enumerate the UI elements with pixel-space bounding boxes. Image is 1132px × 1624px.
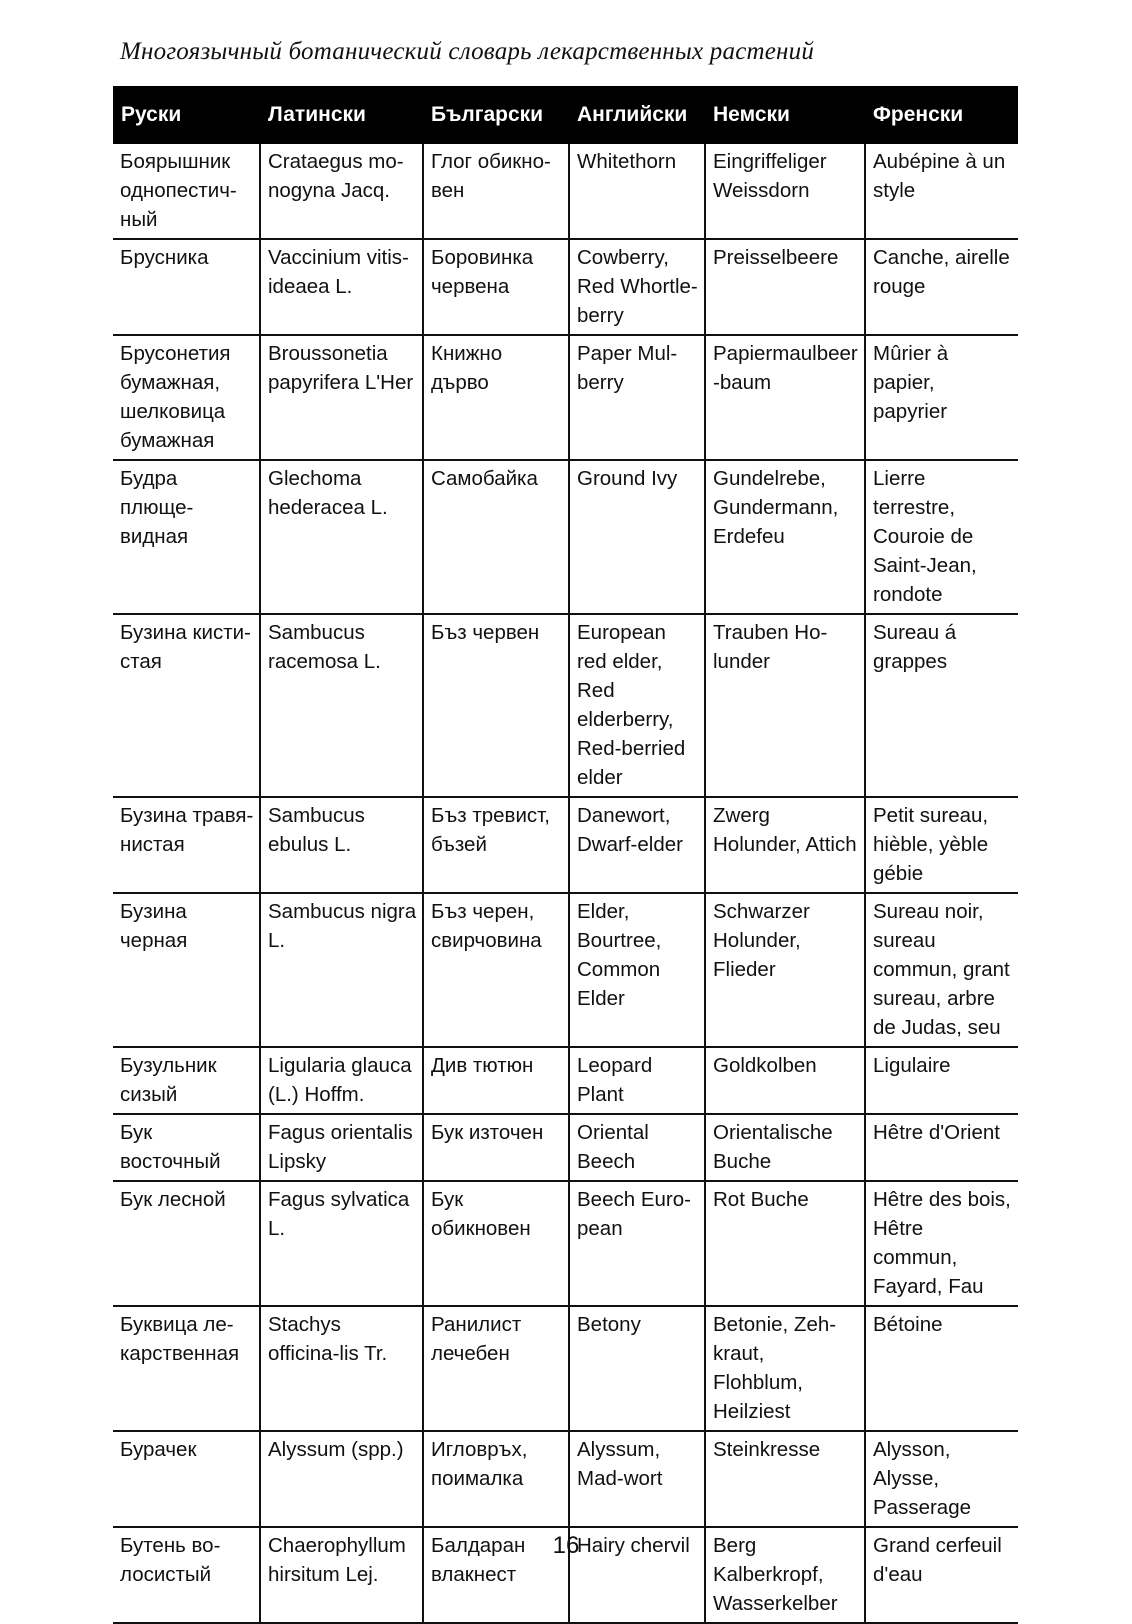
cell-latin: Sambucus nigra L. <box>260 893 423 1047</box>
cell-russian: Бутень во-лосистый <box>120 1534 221 1586</box>
cell-german: Trauben Ho-lunder <box>705 614 865 797</box>
cell-latin: Broussonetia papyrifera L'Her <box>260 335 423 460</box>
cell-russian: Будра плюще-видная <box>120 467 194 548</box>
cell-english: European red elder, Red elderberry, Red-berried elder <box>569 614 705 797</box>
cell-latin: Crataegus mo-nogyna Jacq. <box>260 144 423 239</box>
table-row <box>113 1114 1018 1181</box>
table-row <box>113 1181 1018 1306</box>
cell-german: Eingriffeliger Weissdorn <box>705 144 865 239</box>
cell-latin: Fagus sylvatica L. <box>260 1181 423 1306</box>
table-row <box>113 1431 1018 1527</box>
cell-german: Orientalische Buche <box>705 1114 865 1181</box>
cell-bulgarian: Бук обикновен <box>423 1181 569 1306</box>
cell-french: Hêtre des bois, Hêtre commun, Fayard, Fau <box>865 1181 1018 1306</box>
page-number: 16 <box>552 1532 580 1559</box>
cell-french: Lierre terrestre, Couroie de Saint-Jean, rondote <box>865 460 1018 614</box>
cell-russian: Бузина травя-нистая <box>120 804 254 856</box>
column-header-bulgarian: Български <box>423 86 569 144</box>
cell-french: Aubépine à un style <box>865 144 1018 239</box>
cell-russian: Брусонетия бумажная, шелковица бумажная <box>120 342 231 452</box>
cell-russian: Бузина кисти-стая <box>120 621 251 673</box>
cell-german: Goldkolben <box>705 1047 865 1114</box>
cell-latin: Fagus orientalis Lipsky <box>260 1114 423 1181</box>
column-header-french: Френски <box>865 86 1018 144</box>
cell-english: Beech Euro-pean <box>569 1181 705 1306</box>
cell-russian: Бук восточный <box>120 1121 221 1173</box>
cell-german: Gundelrebe, Gundermann, Erdefeu <box>705 460 865 614</box>
cell-german: Papiermaulbeer-baum <box>705 335 865 460</box>
cell-latin: Sambucus ebulus L. <box>260 797 423 893</box>
cell-french: Bétoine <box>865 1306 1018 1431</box>
cell-bulgarian: Бъз червен <box>423 614 569 797</box>
cell-english: Alyssum, Mad-wort <box>569 1431 705 1527</box>
cell-english: Hairy chervil <box>569 1527 705 1623</box>
cell-russian: Буквица ле-карственная <box>120 1313 240 1365</box>
cell-german: Zwerg Holunder, Attich <box>705 797 865 893</box>
cell-french: Sureau noir, sureau commun, grant sureau, arbre de Judas, seu <box>865 893 1018 1047</box>
cell-french: Petit sureau, hièble, yèble gébie <box>865 797 1018 893</box>
cell-french: Sureau á grappes <box>865 614 1018 797</box>
cell-russian: Бузина черная <box>120 900 188 952</box>
table-body <box>113 144 1018 1623</box>
dictionary-table-container <box>113 86 1018 1624</box>
cell-bulgarian: Боровинка червена <box>423 239 569 335</box>
table-row <box>113 460 1018 614</box>
cell-latin: Vaccinium vitis-ideaea L. <box>260 239 423 335</box>
table-row <box>113 797 1018 893</box>
cell-bulgarian: Ранилист лечебен <box>423 1306 569 1431</box>
cell-english: Whitethorn <box>569 144 705 239</box>
cell-bulgarian: Игловръх, поималка <box>423 1431 569 1527</box>
cell-german: Betonie, Zeh-kraut, Flohblum, Heilziest <box>705 1306 865 1431</box>
cell-latin: Glechoma hederacea L. <box>260 460 423 614</box>
cell-german: Berg Kalberkropf, Wasserkelber <box>705 1527 865 1623</box>
cell-bulgarian: Див тютюн <box>423 1047 569 1114</box>
cell-bulgarian: Самобайка <box>423 460 569 614</box>
cell-russian: Бузульник сизый <box>120 1054 217 1106</box>
cell-english: Danewort, Dwarf-elder <box>569 797 705 893</box>
cell-english: Leopard Plant <box>569 1047 705 1114</box>
table-row <box>113 335 1018 460</box>
cell-french: Mûrier à papier, papyrier <box>865 335 1018 460</box>
cell-english: Paper Mul-berry <box>569 335 705 460</box>
table-row <box>113 1306 1018 1431</box>
cell-french: Hêtre d'Orient <box>865 1114 1018 1181</box>
table-row <box>113 893 1018 1047</box>
cell-german: Rot Buche <box>705 1181 865 1306</box>
cell-bulgarian: Балдаран влакнест <box>423 1527 569 1623</box>
cell-latin: Sambucus racemosa L. <box>260 614 423 797</box>
cell-english: Elder, Bourtree, Common Elder <box>569 893 705 1047</box>
header-row <box>113 86 1018 144</box>
column-header-german: Немски <box>705 86 865 144</box>
cell-english: Cowberry, Red Whortle-berry <box>569 239 705 335</box>
cell-english: Ground Ivy <box>569 460 705 614</box>
cell-russian: Боярышник однопестич-ный <box>120 150 237 231</box>
table-row <box>113 144 1018 239</box>
cell-russian: Бук лесной <box>120 1188 226 1211</box>
cell-russian: Бурачек <box>120 1438 197 1461</box>
cell-french: Canche, airelle rouge <box>865 239 1018 335</box>
table-row <box>113 1047 1018 1114</box>
cell-french: Grand cerfeuil d'eau <box>865 1527 1018 1623</box>
table-header <box>113 86 1018 144</box>
page-header-title: Многоязычный ботанический словарь лекарственных растений <box>120 38 815 65</box>
column-header-russian: Руски <box>113 86 260 144</box>
cell-latin: Alyssum (spp.) <box>260 1431 423 1527</box>
table-row <box>113 239 1018 335</box>
cell-bulgarian: Бук източен <box>423 1114 569 1181</box>
dictionary-table <box>113 86 1018 1624</box>
cell-french: Alysson, Alysse, Passerage <box>865 1431 1018 1527</box>
cell-bulgarian: Бъз тревист, бъзей <box>423 797 569 893</box>
column-header-english: Английски <box>569 86 705 144</box>
cell-latin: Chaerophyllum hirsitum Lej. <box>260 1527 423 1623</box>
cell-latin: Ligularia glauca (L.) Hoffm. <box>260 1047 423 1114</box>
cell-german: Preisselbeere <box>705 239 865 335</box>
table-row <box>113 614 1018 797</box>
cell-english: Betony <box>569 1306 705 1431</box>
cell-german: Steinkresse <box>705 1431 865 1527</box>
cell-russian: Брусника <box>120 246 209 269</box>
cell-latin: Stachys officina-lis Tr. <box>260 1306 423 1431</box>
cell-bulgarian: Бъз черен, свирчовина <box>423 893 569 1047</box>
cell-german: Schwarzer Holunder, Flieder <box>705 893 865 1047</box>
column-header-latin: Латински <box>260 86 423 144</box>
cell-bulgarian: Книжно дърво <box>423 335 569 460</box>
cell-english: Oriental Beech <box>569 1114 705 1181</box>
cell-bulgarian: Глог обикно-вен <box>423 144 569 239</box>
cell-french: Ligulaire <box>865 1047 1018 1114</box>
